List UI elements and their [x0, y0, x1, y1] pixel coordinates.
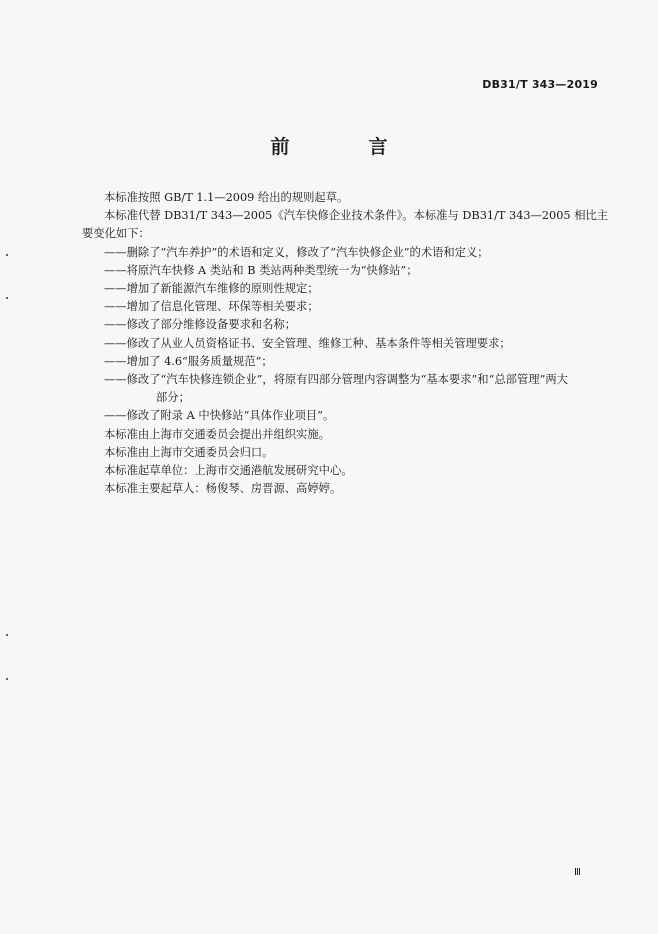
scan-mark	[6, 297, 8, 299]
paragraph-drafting-unit: 本标准起草单位：上海市交通港航发展研究中心。	[104, 464, 353, 478]
change-item-cont: 部分；	[156, 391, 190, 405]
change-item: ——增加了新能源汽车维修的原则性规定；	[104, 282, 319, 296]
paragraph-replaces-cont: 要变化如下：	[82, 227, 150, 241]
change-item: ——修改了从业人员资格证书、安全管理、维修工种、基本条件等相关管理要求；	[104, 336, 511, 350]
change-item: ——修改了部分维修设备要求和名称；	[104, 318, 297, 332]
foreword-body	[82, 189, 609, 498]
page-number: Ⅲ	[574, 867, 581, 878]
change-item: ——修改了附录 A 中快修站“具体作业项目”。	[104, 409, 335, 423]
paragraph-replaces: 本标准代替 DB31/T 343—2005《汽车快修企业技术条件》。本标准与 DB31/T 343—2005 相比主	[104, 209, 609, 223]
scan-mark	[6, 678, 8, 680]
paragraph-drafting-rules: 本标准按照 GB/T 1.1—2009 给出的规则起草。	[104, 191, 349, 204]
change-item: ——删除了“汽车养护”的术语和定义，修改了“汽车快修企业”的术语和定义；	[104, 245, 489, 259]
change-item: ——将原汽车快修 A 类站和 B 类站两种类型统一为“快修站”；	[104, 263, 418, 277]
scan-mark	[6, 254, 8, 256]
paragraph-proposer: 本标准由上海市交通委员会提出并组织实施。	[104, 427, 330, 441]
change-item: ——增加了 4.6“服务质量规范”；	[104, 354, 273, 368]
change-item: ——修改了“汽车快修连锁企业”，将原有四部分管理内容调整为“基本要求”和“总部管理”两大	[104, 373, 568, 387]
paragraph-administrator: 本标准由上海市交通委员会归口。	[104, 445, 274, 459]
paragraph-drafters: 本标准主要起草人：杨俊琴、房晋源、高婷婷。	[104, 482, 342, 496]
page-title: 前 言	[270, 136, 418, 158]
change-item: ——增加了信息化管理、环保等相关要求；	[104, 300, 319, 314]
scan-mark	[6, 634, 8, 636]
standard-code: DB31/T 343—2019	[482, 78, 598, 91]
